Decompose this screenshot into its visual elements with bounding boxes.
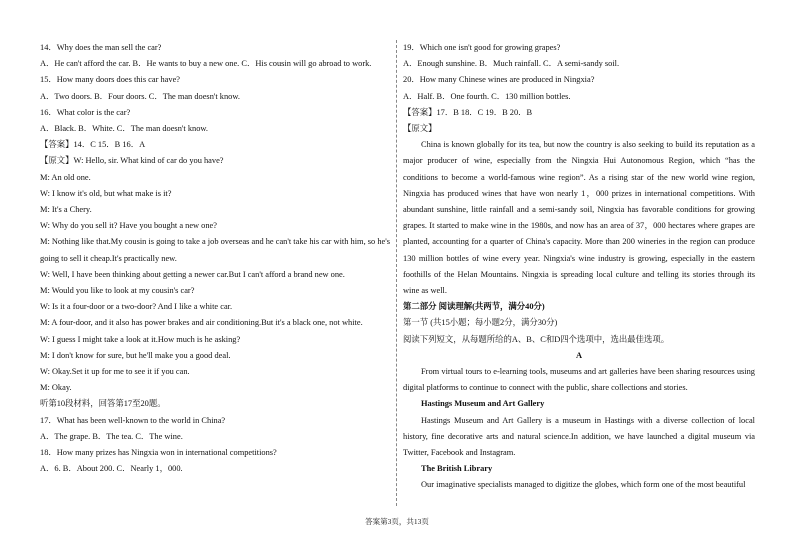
question-19-options: A．Enough sunshine. B．Much rainfall. C．A semi-sandy soil. xyxy=(403,59,620,69)
column-divider xyxy=(396,40,397,506)
question-16: 16．What color is the car? xyxy=(40,107,131,117)
question-15-options: A．Two doors. B．Four doors. C．The man doesn't know. xyxy=(40,91,240,101)
part2-title: 第二部分 阅读理解(共两节，满分40分) xyxy=(403,302,545,312)
question-14: 14．Why does the man sell the car? xyxy=(40,43,162,52)
hastings-title: Hastings Museum and Art Gallery xyxy=(421,399,545,409)
passage-letter: A xyxy=(575,350,583,360)
transcript-line: M: I don't know for sure, but he'll make you a good deal. xyxy=(40,350,231,360)
transcript-line: W: I guess I might take a look at it.How much is he asking? xyxy=(40,334,241,344)
transcript-line: M: Okay. xyxy=(40,383,72,393)
answer-17-20: 【答案】17．B 18．C 19．B 20．B xyxy=(403,107,533,117)
transcript-line: M: It's a Chery. xyxy=(40,205,92,215)
transcript-line: W: Okay.Set it up for me to see it if you can. xyxy=(40,367,190,377)
transcript-heading: 【原文】 xyxy=(403,124,437,134)
question-17-options: A．The grape. B．The tea. C．The wine. xyxy=(40,431,183,441)
transcript-line: W: Is it a four-door or a two-door? And I like a white car. xyxy=(40,302,233,312)
library-text: Our imaginative specialists managed to digitize the globes, which form one of the most beautiful xyxy=(421,480,746,490)
transcript-line: W: Why do you sell it? Have you bought a new one? xyxy=(40,221,217,231)
answer-14-16: 【答案】14．C 15．B 16．A xyxy=(40,140,146,150)
question-15: 15．How many doors does this car have? xyxy=(40,75,181,85)
left-column xyxy=(40,40,390,477)
passage-a-intro: From virtual tours to e-learning tools, museums and art galleries have been sharing resources using digital platforms to continue to connect with the public, share collections and stories. xyxy=(403,367,755,393)
reading-instruction: 阅读下列短文，从每题所给的A、B、C和D四个选项中，选出最佳选项。 xyxy=(403,334,670,344)
transcript-line: M: Would you like to look at my cousin's car? xyxy=(40,286,195,296)
question-18-options: A．6. B．About 200. C．Nearly 1，000. xyxy=(40,464,183,474)
wine-passage: China is known globally for its tea, but now the country is also seeking to build its reputation as a major producer of wine, especially from the Ningxia Hui Autonomous Region, which “has the conditions to become a world-famous wine region”. As a rising star of the new world wine region, Ningxia has produced wines that have won nearly 1，000 prizes in international competitions. With abundant sunshine, little rainfall and a semi-sandy soil, Ningxia has favorable conditions for growing grapes. It started to make wine in the 1980s, and now has an area of 37，000 hectares where grapes are planted, accounting for a quarter of China's capacity. More than 200 wineries in the region can produce 130 million bottles of wine every year. Ningxia's wine industry is growing, especially in the eastern foothills of the Helan Mountains. Ningxia is spreading local culture and telling its stories through its wine as well. xyxy=(403,140,755,296)
right-column xyxy=(403,40,755,494)
hastings-text: Hastings Museum and Art Gallery is a museum in Hastings with a diverse collection of local history, fine decorative arts and natural science.In addition, we have launched a digital museum via Twitter, Facebook and Instagram. xyxy=(403,415,755,458)
question-17: 17．What has been well-known to the world in China? xyxy=(40,415,226,425)
transcript-line: W: I know it's old, but what make is it? xyxy=(40,188,172,198)
question-14-options: A．He can't afford the car. B．He wants to buy a new one. C．His cousin will go abroad to work. xyxy=(40,59,372,69)
transcript-line: 【原文】W: Hello, sir. What kind of car do you have? xyxy=(40,156,224,166)
question-20-options: A．Half. B．One fourth. C．130 million bottles. xyxy=(403,91,571,101)
transcript-line: M: A four-door, and it also has power brakes and air conditioning.But it's a black one, not white. xyxy=(40,318,363,328)
question-18: 18．How many prizes has Ningxia won in international competitions? xyxy=(40,448,277,458)
question-19: 19．Which one isn't good for growing grapes? xyxy=(403,43,561,52)
section-10-instruction: 听第10段材料，回答第17至20题。 xyxy=(40,399,166,409)
transcript-line: M: An old one. xyxy=(40,172,91,182)
transcript-line: W: Well, I have been thinking about getting a newer car.But I can't afford a brand new one. xyxy=(40,269,345,279)
question-16-options: A．Black. B．White. C．The man doesn't know. xyxy=(40,124,208,134)
page-footer: 答案第3页，共13页 xyxy=(365,517,429,526)
question-20: 20．How many Chinese wines are produced in Ningxia? xyxy=(403,75,595,85)
library-title: The British Library xyxy=(421,464,493,474)
transcript-line: M: Nothing like that.My cousin is going to take a job overseas and he can't take his car with him, so he's going to sell it cheap.It's practically new. xyxy=(40,237,390,263)
section1-title: 第一节 (共15小题；每小题2分，满分30分) xyxy=(403,318,558,328)
